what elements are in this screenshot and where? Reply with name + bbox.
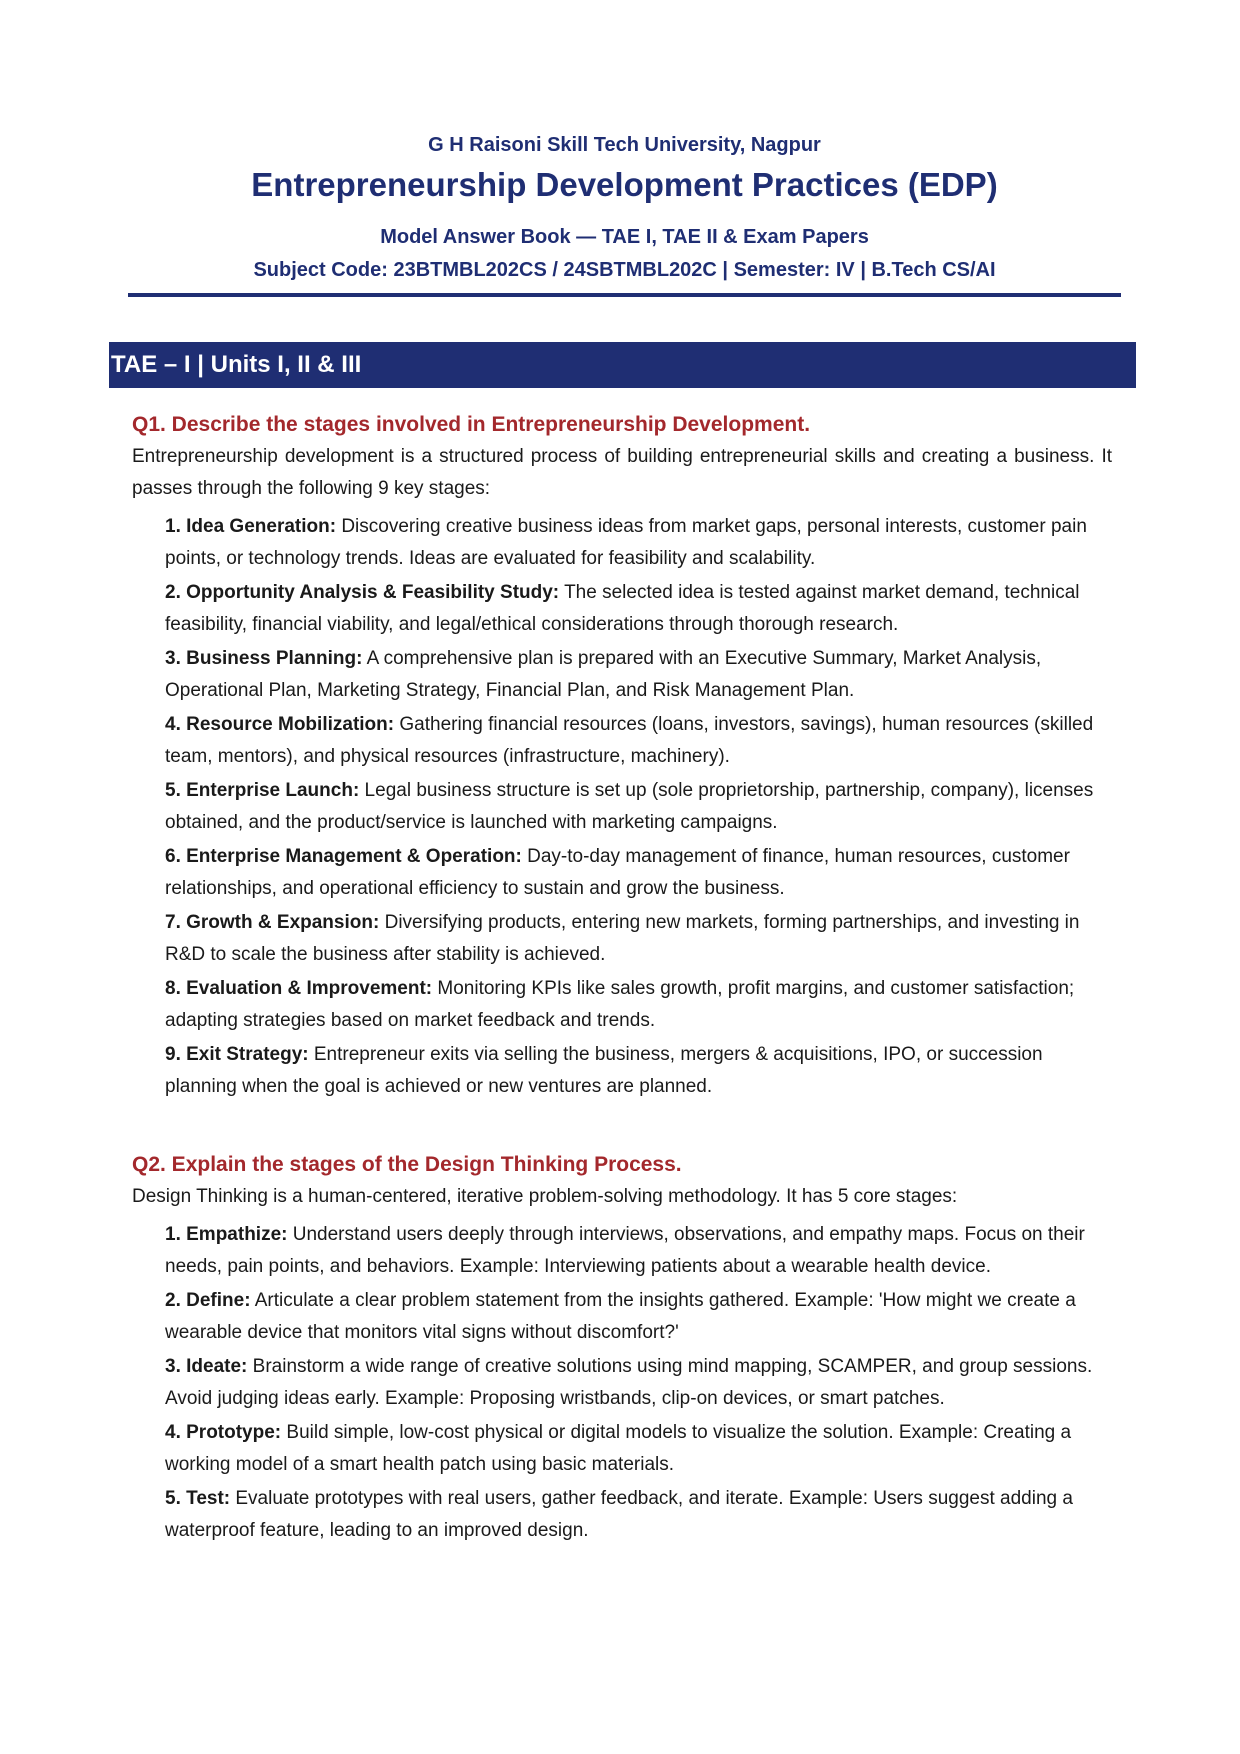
item-text: Day-to-day management of finance, human resources, customer relationships, and operational efficiency to sustain and grow the business. bbox=[165, 846, 1070, 899]
list-item bbox=[165, 1285, 1112, 1349]
item-text: Understand users deeply through interviews, observations, and empathy maps. Focus on their needs, pain points, and behaviors. Example: Interviewing patients about a wearable health device. bbox=[165, 1224, 1085, 1277]
question-block-q1 bbox=[132, 411, 1112, 1105]
item-label: 1. Idea Generation: bbox=[165, 516, 337, 537]
item-label: 5. Test: bbox=[165, 1488, 231, 1509]
list-item bbox=[165, 1483, 1112, 1547]
item-label: 5. Enterprise Launch: bbox=[165, 780, 360, 801]
item-label: 7. Growth & Expansion: bbox=[165, 912, 380, 933]
document-header bbox=[128, 132, 1121, 283]
university-name: G H Raisoni Skill Tech University, Nagpur bbox=[428, 134, 821, 156]
item-text: Evaluate prototypes with real users, gather feedback, and iterate. Example: Users suggest adding a waterproof feature, leading to an improved design. bbox=[165, 1488, 1073, 1541]
item-text: Entrepreneur exits via selling the business, mergers & acquisitions, IPO, or succession planning when the goal is achieved or new ventures are planned. bbox=[165, 1044, 1043, 1097]
list-item bbox=[165, 907, 1112, 971]
item-label: 1. Empathize: bbox=[165, 1224, 288, 1245]
item-label: 2. Opportunity Analysis & Feasibility Study: bbox=[165, 582, 560, 603]
item-text: Brainstorm a wide range of creative solutions using mind mapping, SCAMPER, and group sessions. Avoid judging ideas early. Example: Proposing wristbands, clip-on devices, or smart patches. bbox=[165, 1356, 1093, 1409]
question-intro: Design Thinking is a human-centered, iterative problem-solving methodology. It has 5 core stages: bbox=[132, 1186, 958, 1207]
item-text: The selected idea is tested against market demand, technical feasibility, financial viability, and legal/ethical considerations through thorough research. bbox=[165, 582, 1080, 635]
item-label: 4. Prototype: bbox=[165, 1422, 282, 1443]
item-label: 3. Ideate: bbox=[165, 1356, 248, 1377]
list-item bbox=[165, 1219, 1112, 1283]
list-item bbox=[165, 973, 1112, 1037]
item-text: Legal business structure is set up (sole proprietorship, partnership, company), licenses obtained, and the product/service is launched with marketing campaigns. bbox=[165, 780, 1094, 833]
item-label: 6. Enterprise Management & Operation: bbox=[165, 846, 522, 867]
question-intro: Entrepreneurship development is a structured process of building entrepreneurial skills and creating a business. It passes through the following 9 key stages: bbox=[132, 446, 1112, 499]
item-text: Diversifying products, entering new markets, forming partnerships, and investing in R&D to scale the business after stability is achieved. bbox=[165, 912, 1080, 965]
list-item bbox=[165, 511, 1112, 575]
item-label: 2. Define: bbox=[165, 1290, 251, 1311]
answer-list bbox=[165, 1219, 1112, 1547]
document-subtitle: Model Answer Book — TAE I, TAE II & Exam Papers bbox=[380, 226, 869, 248]
item-text: Monitoring KPIs like sales growth, profit margins, and customer satisfaction; adapting strategies based on market feedback and trends. bbox=[165, 978, 1075, 1031]
list-item bbox=[165, 1351, 1112, 1415]
list-item bbox=[165, 577, 1112, 641]
item-label: 4. Resource Mobilization: bbox=[165, 714, 395, 735]
subject-code-line: Subject Code: 23BTMBL202CS / 24SBTMBL202C | Semester: IV | B.Tech CS/AI bbox=[253, 259, 996, 281]
item-label: 3. Business Planning: bbox=[165, 648, 363, 669]
section-banner: TAE – I | Units I, II & III bbox=[109, 342, 1136, 388]
header-divider bbox=[128, 293, 1121, 297]
item-text: Build simple, low-cost physical or digital models to visualize the solution. Example: Creating a working model of a smart health patch using basic materials. bbox=[165, 1422, 1072, 1475]
list-item bbox=[165, 841, 1112, 905]
item-label: 9. Exit Strategy: bbox=[165, 1044, 309, 1065]
item-text: Discovering creative business ideas from market gaps, personal interests, customer pain points, or technology trends. Ideas are evaluated for feasibility and scalability. bbox=[165, 516, 1087, 569]
question-block-q2 bbox=[132, 1151, 1112, 1549]
list-item bbox=[165, 643, 1112, 707]
list-item bbox=[165, 1039, 1112, 1103]
item-text: Gathering financial resources (loans, investors, savings), human resources (skilled team, mentors), and physical resources (infrastructure, machinery). bbox=[165, 714, 1094, 767]
list-item bbox=[165, 1417, 1112, 1481]
question-title: Q1. Describe the stages involved in Entrepreneurship Development. bbox=[132, 413, 811, 436]
item-text: Articulate a clear problem statement from the insights gathered. Example: 'How might we create a wearable device that monitors vital signs without discomfort?' bbox=[165, 1290, 1076, 1343]
item-label: 8. Evaluation & Improvement: bbox=[165, 978, 433, 999]
question-title: Q2. Explain the stages of the Design Thinking Process. bbox=[132, 1153, 682, 1176]
list-item bbox=[165, 775, 1112, 839]
item-text: A comprehensive plan is prepared with an Executive Summary, Market Analysis, Operational Plan, Marketing Strategy, Financial Plan, and Risk Management Plan. bbox=[165, 648, 1042, 701]
answer-list bbox=[165, 511, 1112, 1103]
document-title: Entrepreneurship Development Practices (EDP) bbox=[251, 166, 998, 203]
list-item bbox=[165, 709, 1112, 773]
